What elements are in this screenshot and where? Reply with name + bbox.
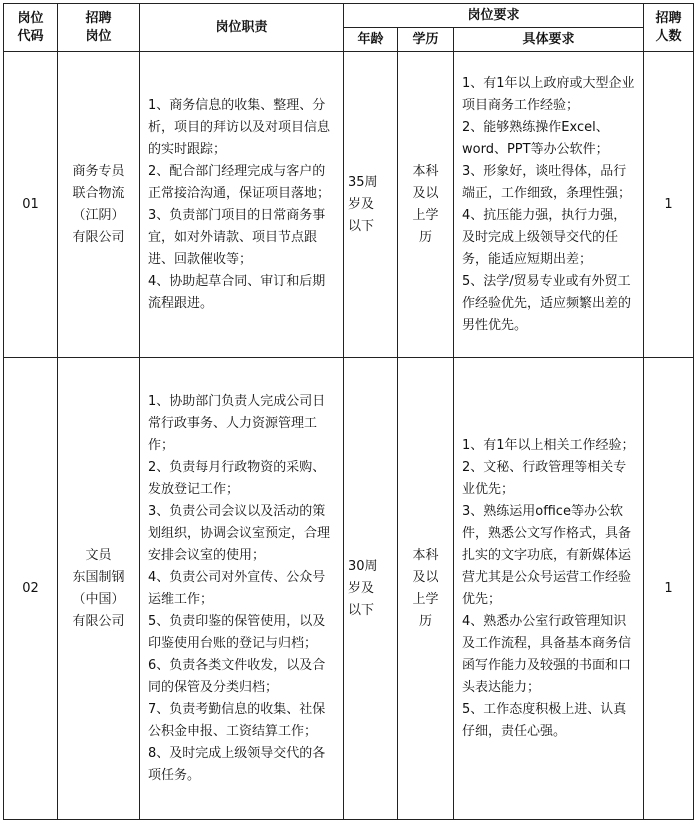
header-code: 岗位 代码: [4, 4, 58, 52]
row-post: 商务专员 联合物流 （江阴） 有限公司: [58, 52, 140, 358]
row-age: 35周 岁及 以下: [344, 52, 398, 358]
header-education: 学历: [398, 28, 454, 52]
row-age: 30周 岁及 以下: [344, 358, 398, 820]
row-requirements: 1、有1年以上政府或大型企业项目商务工作经验； 2、能够熟练操作Excel、word、PPT等办公软件； 3、形象好，谈吐得体，品行端正，工作细致，条理性强； 4、抗压能力强，执行力强，及时完成上级领导交代的任务，能适应短期出差； 5、法学/贸易专业或有外贸工作经验优先，适应频繁出差的男性优先。: [454, 52, 644, 358]
recruitment-table: [3, 3, 694, 820]
row-code: 01: [4, 52, 58, 358]
row-count: 1: [644, 52, 694, 358]
row-requirements: 1、有1年以上相关工作经验； 2、文秘、行政管理等相关专业优先； 3、熟练运用office等办公软件，熟悉公文写作格式，具备扎实的文字功底，有新媒体运营尤其是公众号运营工作经验优先； 4、熟悉办公室行政管理知识及工作流程，具备基本商务信函写作能力及较强的书面和口头表达能力； 5、工作态度积极上进、认真仔细，责任心强。: [454, 358, 644, 820]
row-education: 本科 及以 上学 历: [398, 358, 454, 820]
header-requirements: 岗位要求: [344, 4, 644, 28]
row-count: 1: [644, 358, 694, 820]
row-code: 02: [4, 358, 58, 820]
row-education: 本科 及以 上学 历: [398, 52, 454, 358]
header-age: 年龄: [344, 28, 398, 52]
row-post: 文员 东国制钢 （中国） 有限公司: [58, 358, 140, 820]
row-duties: 1、商务信息的收集、整理、分析，项目的拜访以及对项目信息的实时跟踪； 2、配合部门经理完成与客户的正常接洽沟通，保证项目落地； 3、负责部门项目的日常商务事宜，如对外请款、项目节点跟进、回款催收等； 4、协助起草合同、审订和后期流程跟进。: [140, 52, 344, 358]
table-row: [4, 52, 694, 358]
row-duties: 1、协助部门负责人完成公司日常行政事务、人力资源管理工作； 2、负责每月行政物资的采购、发放登记工作； 3、负责公司会议以及活动的策划组织，协调会议室预定，合理安排会议室的使用； 4、负责公司对外宣传、公众号运维工作； 5、负责印鉴的保管使用，以及印鉴使用台账的登记与归档； 6、负责各类文件收发，以及合同的保管及分类归档； 7、负责考勤信息的收集、社保公积金申报、工资结算工作； 8、及时完成上级领导交代的各项任务。: [140, 358, 344, 820]
header-specific: 具体要求: [454, 28, 644, 52]
table-row: [4, 358, 694, 820]
header-post: 招聘 岗位: [58, 4, 140, 52]
header-count: 招聘 人数: [644, 4, 694, 52]
header-duties: 岗位职责: [140, 4, 344, 52]
header-row-1: [4, 4, 694, 28]
